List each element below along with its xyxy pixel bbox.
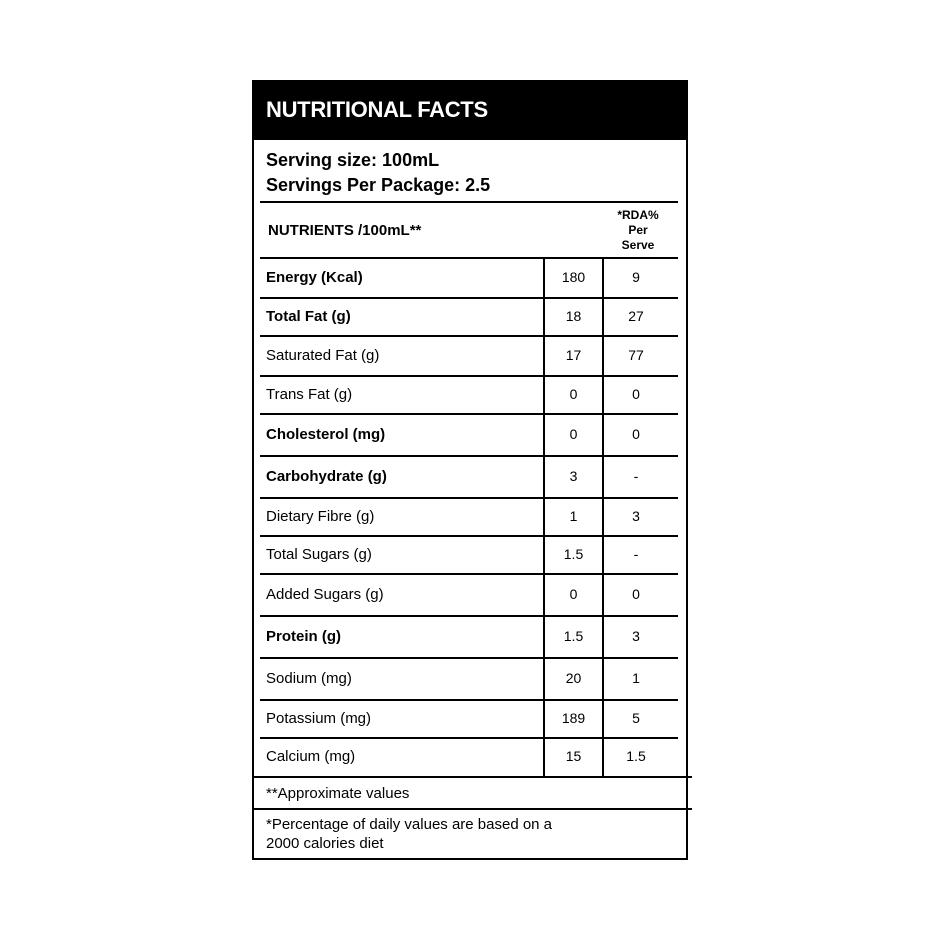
row-divider <box>260 297 678 299</box>
row-divider <box>260 699 678 701</box>
row-divider <box>260 657 678 659</box>
nutrient-rda: - <box>633 546 639 562</box>
nutrient-label: Energy (Kcal) <box>266 269 363 286</box>
nutrient-value: 18 <box>565 308 582 324</box>
footnote-line: 2000 calories diet <box>266 835 384 852</box>
nutrient-rda: 9 <box>632 269 640 285</box>
nutrient-value: 3 <box>569 468 578 484</box>
nutrition-header <box>254 82 686 140</box>
nutrient-label: Trans Fat (g) <box>266 386 353 403</box>
nutrient-label: Cholesterol (mg) <box>266 426 386 443</box>
row-divider <box>260 573 678 575</box>
nutrient-label: Saturated Fat (g) <box>266 347 380 364</box>
nutrient-rda: 3 <box>632 628 640 644</box>
nutrient-value: 189 <box>561 710 586 726</box>
nutrient-label: Total Sugars (g) <box>266 546 372 563</box>
nutrient-rda: 0 <box>632 426 640 442</box>
nutrient-value: 0 <box>569 426 578 442</box>
nutrient-label: Total Fat (g) <box>266 308 351 325</box>
nutrient-label: Calcium (mg) <box>266 748 356 765</box>
footnote-approximate: **Approximate values <box>266 785 410 802</box>
row-divider <box>260 413 678 415</box>
rda-header-line: Per <box>628 223 648 237</box>
serving-divider <box>260 201 678 203</box>
footnote-divider-2 <box>254 808 692 810</box>
row-divider <box>260 335 678 337</box>
row-divider <box>260 497 678 499</box>
row-divider <box>260 737 678 739</box>
nutrient-rda: 5 <box>632 710 640 726</box>
nutrient-rda: 0 <box>632 386 640 402</box>
nutrient-value: 20 <box>565 670 582 686</box>
row-divider <box>260 375 678 377</box>
nutrition-facts-panel <box>252 80 688 860</box>
nutrient-rda: 77 <box>628 347 644 363</box>
rda-column-header <box>606 208 670 253</box>
footnote-percentage <box>266 815 552 853</box>
nutrients-column-header: NUTRIENTS /100mL** <box>268 222 422 239</box>
nutrient-rda: 1 <box>632 670 640 686</box>
row-divider <box>260 455 678 457</box>
row-divider <box>260 535 678 537</box>
nutrient-value: 17 <box>565 347 582 363</box>
nutrient-value: 15 <box>565 748 582 764</box>
nutrient-label: Dietary Fibre (g) <box>266 508 375 525</box>
nutrient-label: Potassium (mg) <box>266 710 372 727</box>
nutrient-rda: 3 <box>632 508 640 524</box>
header-divider <box>260 257 678 259</box>
footnote-divider-1 <box>254 776 692 778</box>
nutrient-rda: - <box>633 468 639 484</box>
serving-size: Serving size: 100mL <box>266 150 440 170</box>
nutrient-rda: 0 <box>632 586 640 602</box>
rda-header-line: Serve <box>621 238 655 252</box>
nutrient-value: 180 <box>561 269 586 285</box>
nutrient-rda: 27 <box>628 308 644 324</box>
nutrient-value: 0 <box>569 386 578 402</box>
nutrient-value: 0 <box>569 586 578 602</box>
servings-per-package: Servings Per Package: 2.5 <box>266 175 491 195</box>
nutrient-label: Sodium (mg) <box>266 670 352 687</box>
footnote-line: *Percentage of daily values are based on a <box>266 816 553 833</box>
nutrient-label: Added Sugars (g) <box>266 586 384 603</box>
rda-header-line: *RDA% <box>617 208 659 222</box>
nutrition-title: NUTRITIONAL FACTS <box>266 97 488 122</box>
nutrient-label: Protein (g) <box>266 628 341 645</box>
nutrient-value: 1.5 <box>563 628 584 644</box>
nutrient-value: 1.5 <box>563 546 584 562</box>
nutrient-rda: 1.5 <box>626 748 646 764</box>
nutrient-label: Carbohydrate (g) <box>266 468 387 485</box>
nutrient-value: 1 <box>569 508 578 524</box>
row-divider <box>260 615 678 617</box>
